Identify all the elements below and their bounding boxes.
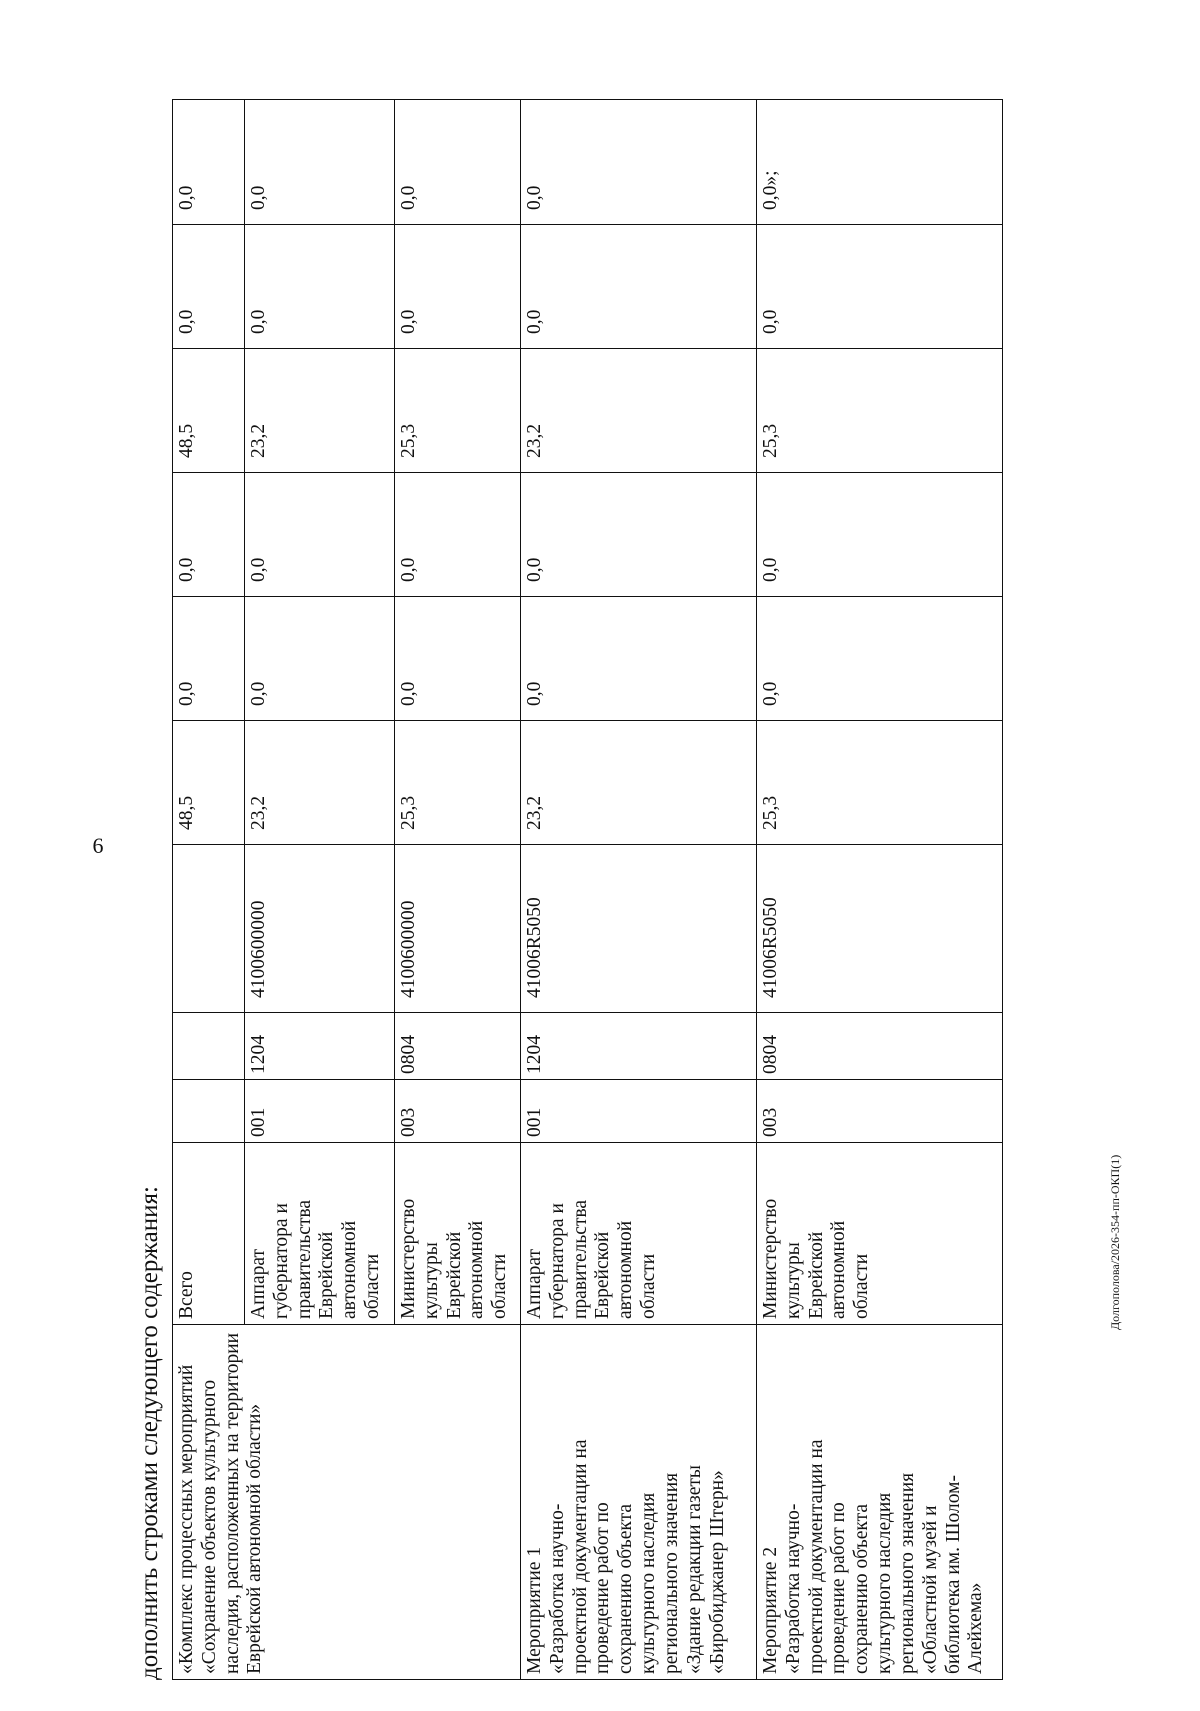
year1-cell: 0,0 — [245, 597, 395, 721]
year4-cell: 0,0 — [395, 225, 521, 349]
grbs-cell: 001 — [521, 1080, 757, 1143]
year5-cell: 0,0 — [173, 100, 245, 225]
year4-cell: 0,0 — [757, 225, 1003, 349]
table-row — [521, 100, 757, 1680]
year1-cell: 0,0 — [757, 597, 1003, 721]
csr-cell: 41006R5050 — [521, 845, 757, 1013]
grbs-cell: 003 — [757, 1080, 1003, 1143]
total-cell: 48,5 — [173, 721, 245, 845]
year3-cell: 25,3 — [395, 349, 521, 473]
year2-cell: 0,0 — [245, 473, 395, 597]
measure-name-cell: Мероприятие 1 «Разработка научно- проектной документации на проведение работ по сохранению объекта культурного наследия регионального значения «Здание редакции газеты «Биробиджанер Штерн» — [521, 1325, 757, 1680]
measure-name-cell: Мероприятие 2 «Разработка научно- проектной документации на проведение работ по сохранению объекта культурного наследия регионального значения «Областной музей и библиотека им. Шолом- Алейхема» — [757, 1325, 1003, 1680]
year1-cell: 0,0 — [395, 597, 521, 721]
year5-cell: 0,0 — [521, 100, 757, 225]
total-cell: 25,3 — [757, 721, 1003, 845]
year5-cell: 0,0 — [395, 100, 521, 225]
year5-cell: 0,0»; — [757, 100, 1003, 225]
page-number: 6 — [92, 833, 104, 858]
rz-cell: 1204 — [521, 1013, 757, 1080]
executor-cell: Аппарат губернатора и правительства Еврейской автономной области — [245, 1143, 395, 1325]
year4-cell: 0,0 — [521, 225, 757, 349]
grbs-cell — [173, 1080, 245, 1143]
table-row — [173, 100, 245, 1680]
rz-cell — [173, 1013, 245, 1080]
csr-cell — [173, 845, 245, 1013]
table-row — [757, 100, 1003, 1680]
executor-cell: Министерство культуры Еврейской автономной области — [395, 1143, 521, 1325]
executor-cell: Аппарат губернатора и правительства Еврейской автономной области — [521, 1143, 757, 1325]
rz-cell: 0804 — [757, 1013, 1003, 1080]
rotated-table-block — [136, 100, 1102, 1680]
total-cell: 23,2 — [245, 721, 395, 845]
csr-cell: 4100600000 — [245, 845, 395, 1013]
rz-cell: 0804 — [395, 1013, 521, 1080]
budget-table — [172, 99, 1003, 1680]
intro-text: дополнить строками следующего содержания: — [136, 1186, 163, 1680]
csr-cell: 41006R5050 — [757, 845, 1003, 1013]
executor-cell: Всего — [173, 1143, 245, 1325]
year1-cell: 0,0 — [521, 597, 757, 721]
year3-cell: 23,2 — [521, 349, 757, 473]
program-name-cell: «Комплекс процессных мероприятий «Сохранение объектов культурного наследия, расположенных на территории Еврейской автономной области» — [173, 1325, 521, 1680]
year2-cell: 0,0 — [173, 473, 245, 597]
total-cell: 25,3 — [395, 721, 521, 845]
year3-cell: 48,5 — [173, 349, 245, 473]
year1-cell: 0,0 — [173, 597, 245, 721]
grbs-cell: 001 — [245, 1080, 395, 1143]
year2-cell: 0,0 — [757, 473, 1003, 597]
executor-cell: Министерство культуры Еврейской автономной области — [757, 1143, 1003, 1325]
year5-cell: 0,0 — [245, 100, 395, 225]
rz-cell: 1204 — [245, 1013, 395, 1080]
year2-cell: 0,0 — [395, 473, 521, 597]
year3-cell: 25,3 — [757, 349, 1003, 473]
year3-cell: 23,2 — [245, 349, 395, 473]
footer-note: Долгополова/2026-354-пп-ОКП(1) — [1108, 1154, 1122, 1330]
year4-cell: 0,0 — [245, 225, 395, 349]
csr-cell: 4100600000 — [395, 845, 521, 1013]
grbs-cell: 003 — [395, 1080, 521, 1143]
total-cell: 23,2 — [521, 721, 757, 845]
year2-cell: 0,0 — [521, 473, 757, 597]
year4-cell: 0,0 — [173, 225, 245, 349]
